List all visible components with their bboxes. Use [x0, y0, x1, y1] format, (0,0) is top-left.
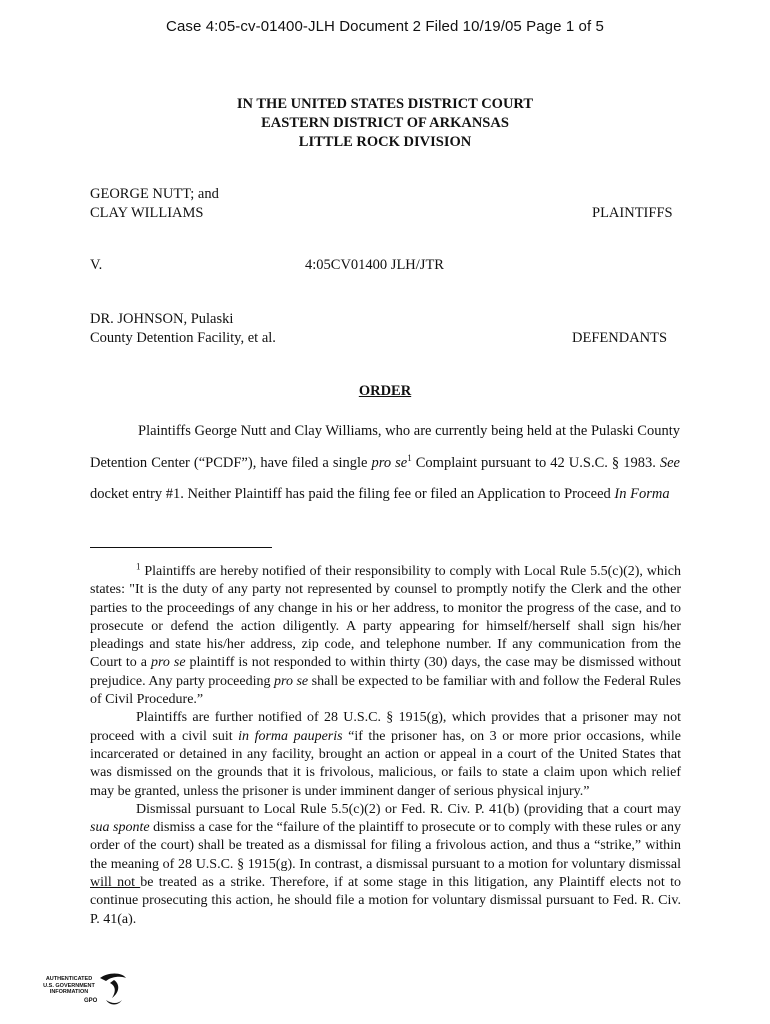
defendant-name-1: DR. JOHNSON, Pulaski	[90, 311, 234, 327]
gpo-authentication-seal	[40, 970, 140, 1015]
italic-term: sua sponte	[90, 820, 150, 836]
versus-label: V.	[90, 257, 103, 273]
court-name: IN THE UNITED STATES DISTRICT COURT	[236, 96, 534, 112]
footnote-text-segment: Plaintiffs are hereby notified of their responsibility to comply with Local Rule 5.5(c)(2), which states: "It is the duty of any party not represented by counsel to promptly notify the Clerk and the other parties to the proceedings of any change in his or her address, to monitor the progress of the case, and to prosecute or defend the action diligently. A party appearing for himself/herself shall sign his/her pleadings and state his/her address, zip code, and telephone number. If any communication from the Court to a	[90, 564, 681, 671]
court-division: LITTLE ROCK DIVISION	[298, 134, 472, 150]
plaintiff-name-1: GEORGE NUTT; and	[90, 186, 219, 202]
case-number: 4:05CV01400 JLH/JTR	[305, 257, 444, 273]
body-text-segment: Plaintiffs George Nutt and Clay Williams, who are currently being held at the Pulaski County Detention Center (“PCDF”), have filed a single	[90, 423, 680, 471]
italic-term: pro se	[274, 673, 309, 689]
footnote-text-segment: shall be expected to be familiar with and follow the Federal Rules of Civil Procedure.”	[90, 673, 681, 708]
italic-term: in forma pauperis	[238, 728, 343, 744]
court-district: EASTERN DISTRICT OF ARKANSAS	[261, 115, 509, 131]
footnote-divider	[90, 547, 272, 548]
footnote-text-segment: Plaintiffs are further notified of 28 U.S.C. § 1915(g), which provides that a prisoner may not proceed with a civil suit	[90, 710, 681, 744]
footnote-text-segment: plaintiff is not responded to within thirty (30) days, the case may be dismissed without prejudice. Any party proceeding	[90, 655, 682, 689]
underlined-term: will not	[90, 875, 141, 891]
plaintiffs-label: PLAINTIFFS	[592, 205, 673, 221]
footnote-text-segment: “if the prisoner has, on 3 or more prior occasions, while incarcerated or detained in any facility, brought an action or appeal in a court of the United States that was dismissed on the grounds that it is frivolous, malicious, or fails to state a claim upon which relief may be granted, unless the prisoner is under imminent danger of serious physical injury.”	[90, 728, 681, 799]
eagle-icon	[96, 970, 130, 1010]
seal-line-3: INFORMATION	[49, 989, 89, 995]
italic-term: pro se	[150, 655, 186, 671]
body-text-segment: docket entry #1. Neither Plaintiff has paid the filing fee or filed an Application to Proceed	[90, 486, 615, 502]
footnote-reference: 1	[407, 452, 412, 463]
seal-text	[40, 976, 98, 996]
defendants-label: DEFENDANTS	[572, 330, 668, 346]
footnote-text-segment: dismiss a case for the “failure of the plaintiff to prosecute or to comply with these rules or any order of the court) shall be treated as a dismissal for filing a frivolous action, and thus a “strike,” within the meaning of 28 U.S.C. § 1915(g). In contrast, a dismissal pursuant to a motion for voluntary dismissal	[90, 820, 682, 872]
seal-line-1: AUTHENTICATED	[45, 976, 93, 982]
footnote-paragraph-3	[90, 801, 681, 929]
footnote-marker: 1	[136, 561, 141, 572]
body-text-segment: Complaint pursuant to 42 U.S.C. § 1983.	[411, 454, 660, 471]
italic-term: See	[659, 454, 680, 471]
defendant-name-2: County Detention Facility, et al.	[90, 330, 276, 346]
footnote	[90, 563, 681, 929]
court-heading	[0, 95, 770, 152]
italic-term: pro se	[371, 454, 408, 471]
italic-term: In Forma	[614, 486, 670, 502]
seal-line-2: U.S. GOVERNMENT	[43, 982, 95, 989]
footnote-paragraph-2	[90, 709, 681, 800]
body-paragraph-1	[90, 416, 680, 511]
footnote-text-segment: be treated as a strike. Therefore, if at some stage in this litigation, any Plaintiff elects not to continue prosecuting this action, he should file a motion for voluntary dismissal pursuant to Fed. R. Civ. P. 41(a).	[90, 875, 681, 927]
order-body	[90, 416, 680, 511]
seal-gpo: GPO	[84, 998, 98, 1004]
footnote-paragraph-1	[90, 563, 681, 709]
order-title: ORDER	[358, 383, 412, 399]
page-header: Case 4:05-cv-01400-JLH Document 2 Filed 10/19/05 Page 1 of 5	[166, 18, 604, 35]
plaintiff-name-2: CLAY WILLIAMS	[90, 205, 204, 221]
footnote-text-segment: Dismissal pursuant to Local Rule 5.5(c)(2) or Fed. R. Civ. P. 41(b) (providing that a court may	[136, 801, 681, 817]
